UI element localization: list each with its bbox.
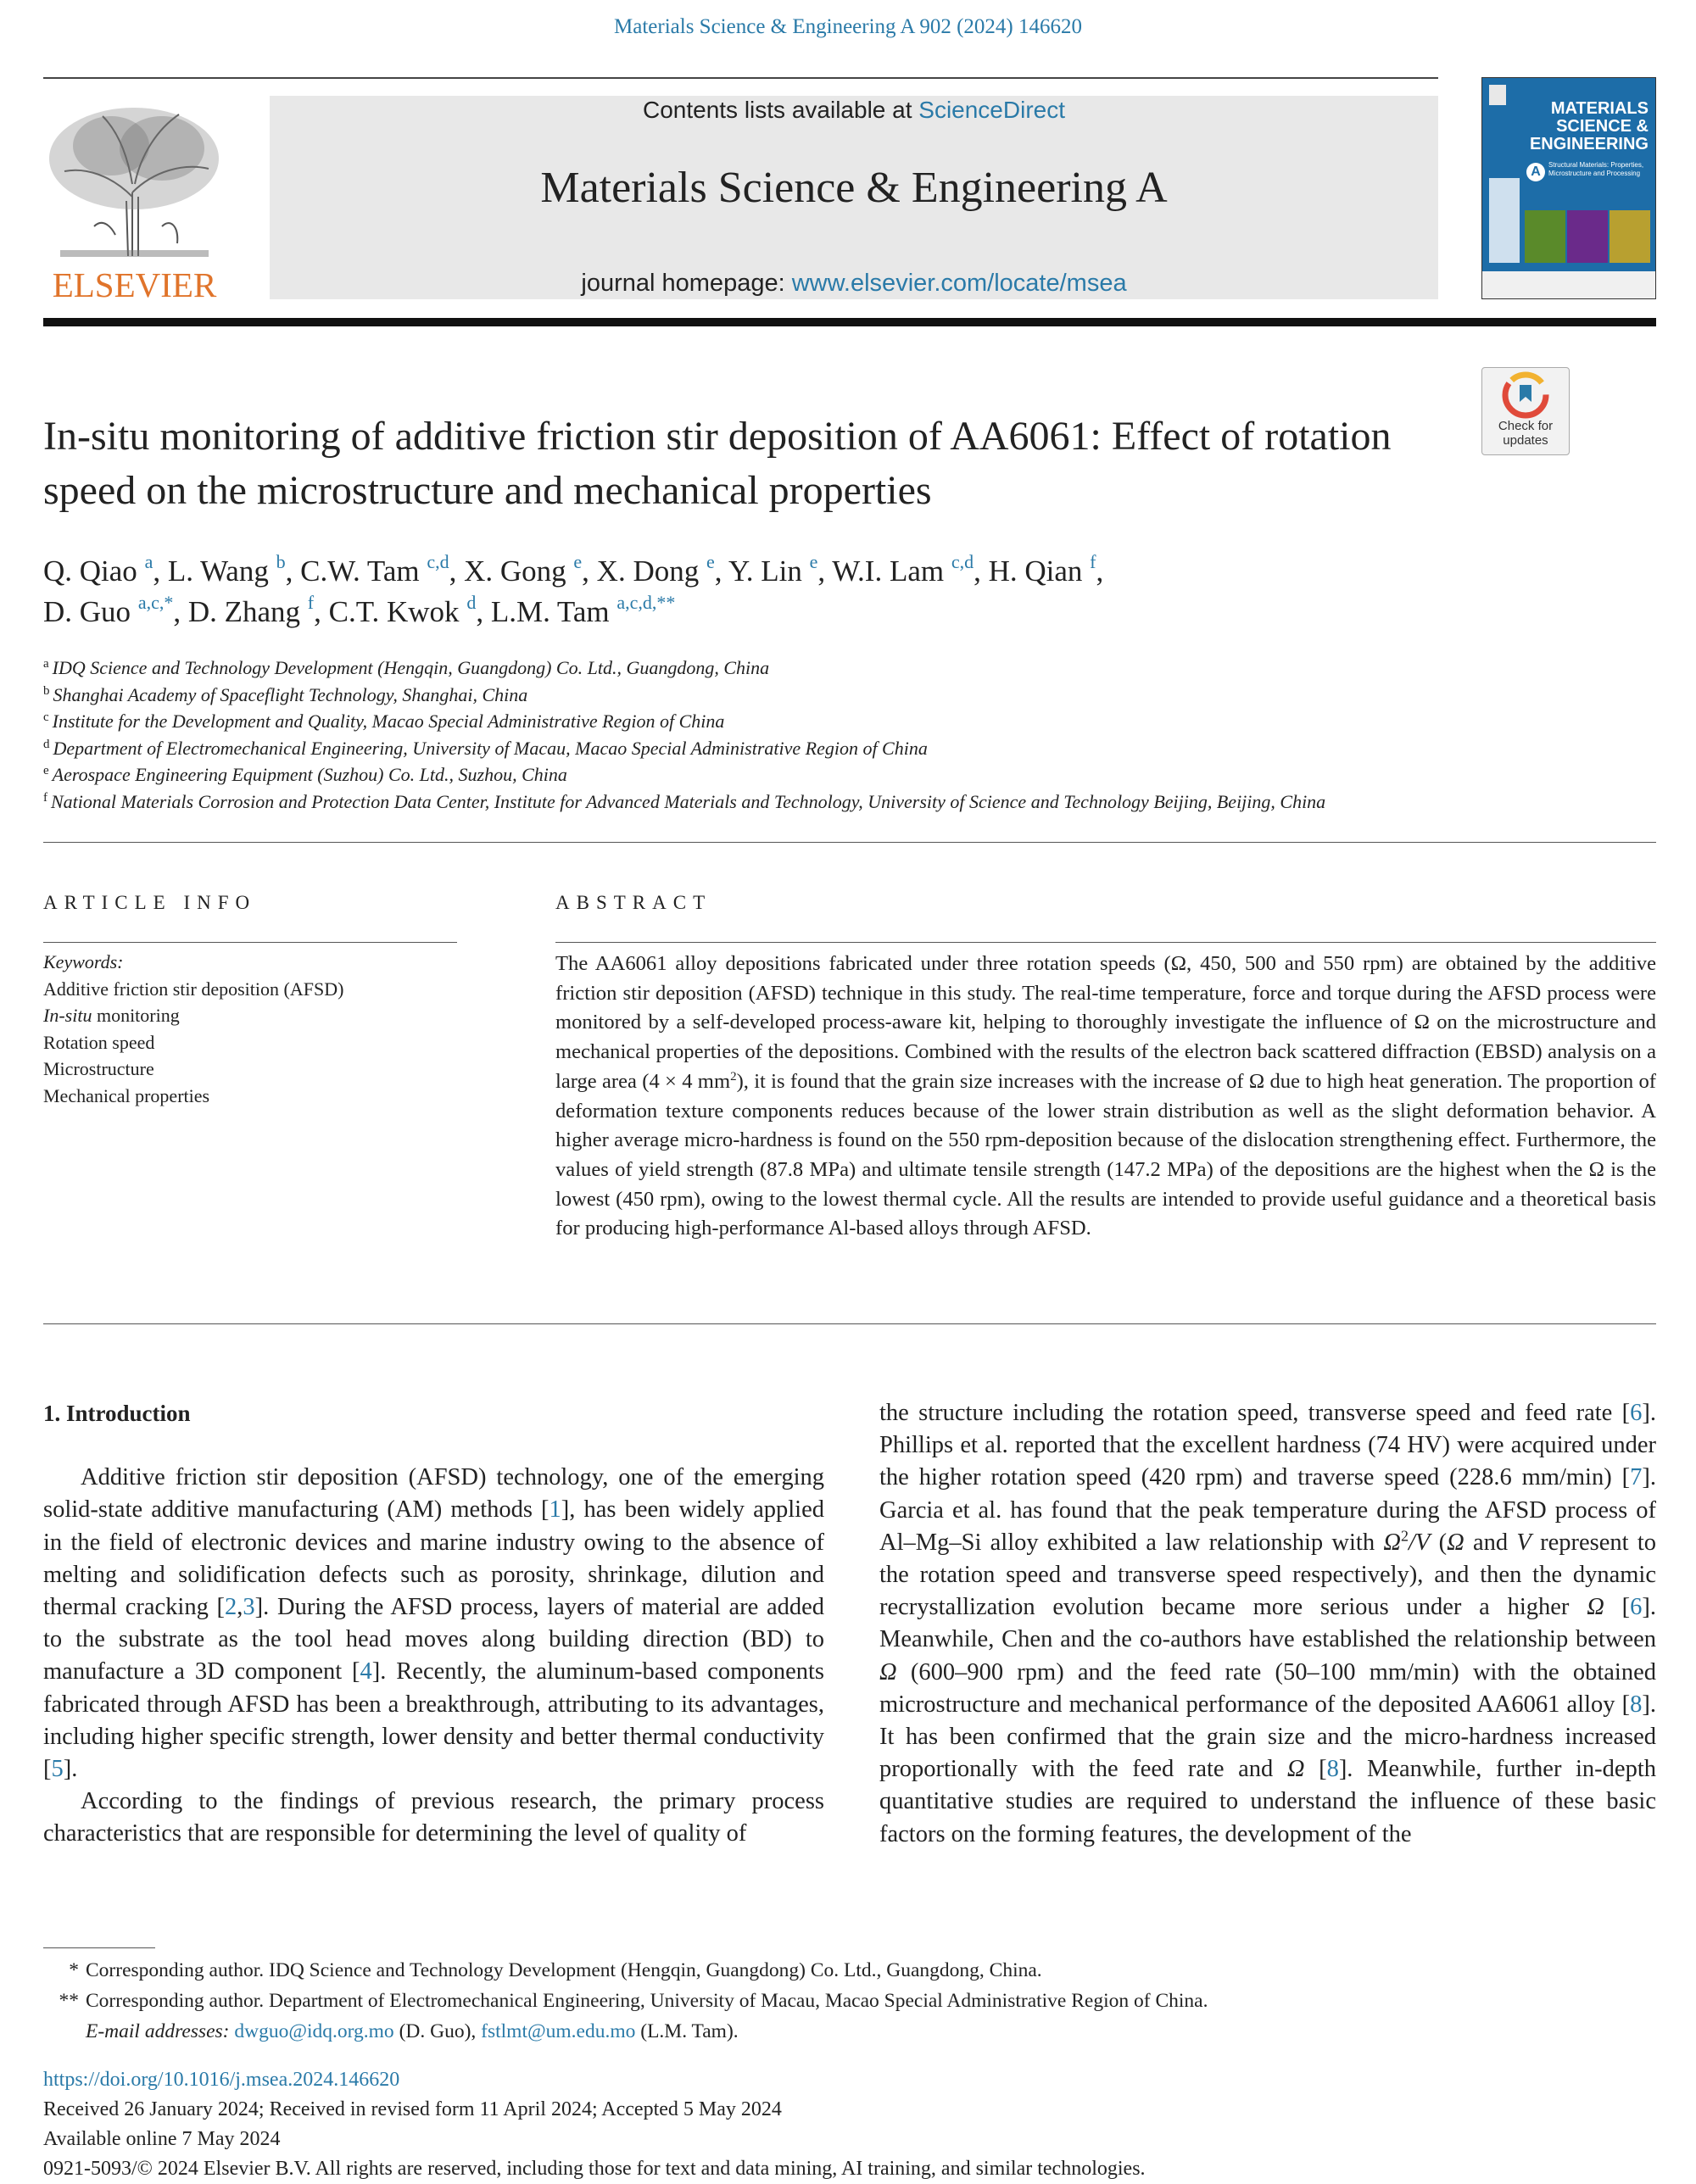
keyword-item: Additive friction stir deposition (AFSD): [43, 978, 344, 1000]
section-heading-introduction: 1. Introduction: [43, 1401, 191, 1426]
copyright-line: 0921-5093/© 2024 Elsevier B.V. All rights are reserved, including those for text and data mining, AI training, and similar technologies.: [43, 2158, 1146, 2180]
contents-available-line: [270, 97, 1438, 124]
author-affiliation-marker[interactable]: b: [276, 551, 286, 572]
article-info-heading: ARTICLE INFO: [43, 892, 257, 913]
footnotes: [43, 1955, 1656, 2047]
author-separator: ,: [314, 595, 329, 628]
footnote-emails: E-mail addresses: dwguo@idq.org.mo (D. Guo), fstlmt@um.edu.mo (L.M. Tam).: [86, 2020, 739, 2042]
author-affiliation-marker[interactable]: a,c,*: [137, 592, 174, 613]
received-dates: Received 26 January 2024; Received in revised form 11 April 2024; Accepted 5 May 2024: [43, 2098, 782, 2120]
author-affiliation-marker[interactable]: d: [466, 592, 477, 613]
keyword-italic-part: In-situ: [43, 1005, 92, 1026]
author-affiliation-marker[interactable]: e: [573, 551, 583, 572]
sciencedirect-link[interactable]: ScienceDirect: [918, 97, 1065, 123]
abstract-superscript: 2: [730, 1069, 737, 1084]
affiliation-item: [43, 655, 1612, 682]
keyword-rest: monitoring: [92, 1005, 180, 1026]
check-updates-icon: [1500, 370, 1551, 421]
author-affiliation-marker[interactable]: f: [307, 592, 315, 613]
author-name[interactable]: X. Dong: [596, 554, 700, 588]
author-affiliation-marker[interactable]: a: [144, 551, 153, 572]
check-updates-label: Check for updates: [1498, 419, 1554, 448]
affiliation-text: Shanghai Academy of Spaceflight Technology, Shanghai, China: [53, 683, 528, 705]
cover-subtitle: Structural Materials: Properties, Microstructure and Processing: [1548, 161, 1644, 177]
author-separator: ,: [173, 595, 188, 628]
author-name[interactable]: D. Guo: [43, 595, 131, 628]
author-separator: ,: [476, 595, 491, 628]
affiliation-item: [43, 735, 1612, 762]
author-name[interactable]: X. Gong: [464, 554, 566, 588]
author-separator: ,: [974, 554, 989, 588]
citation-link[interactable]: 5: [51, 1756, 64, 1783]
email-link-tam[interactable]: fstlmt@um.edu.mo: [481, 2020, 636, 2042]
cover-sidebar: [1489, 178, 1520, 263]
author-name[interactable]: Y. Lin: [728, 554, 802, 588]
affiliation-key: c: [43, 710, 49, 724]
cover-logo-mark: [1489, 85, 1506, 105]
article-info-rule: [43, 942, 457, 943]
publisher-wordmark: ELSEVIER: [52, 265, 217, 304]
affiliation-text: Department of Electromechanical Engineering, University of Macau, Macao Special Administrative Region of China: [53, 737, 928, 759]
contents-prefix: Contents lists available at: [642, 97, 919, 123]
homepage-prefix: journal homepage:: [581, 270, 792, 297]
author-separator: ,: [582, 554, 597, 588]
keyword-item: Rotation speed: [43, 1031, 155, 1053]
journal-homepage-link[interactable]: www.elsevier.com/locate/msea: [791, 270, 1127, 297]
email-link-guo[interactable]: dwguo@idq.org.mo: [234, 2020, 394, 2042]
intro-paragraph-1: Additive friction stir deposition (AFSD) technology, one of the emerging solid-state additive manufacturing (AM) methods [1], has been widely applied in the field of electronic devices and marine industry owing to the absence of melting and solidification defects such as porosity, shrinkage, dilution and thermal cracking [2,3]. During the AFSD process, layers of material are added to the substrate as the tool head moves along building direction (BD) to manufacture a 3D component [4]. Recently, the aluminum-based components fabricated through AFSD has been a breakthrough, attributing to its advantages, including higher specific strength, lower density and better thermal conductivity [5].: [43, 1464, 825, 1783]
author-list: [43, 551, 1612, 632]
keyword-item: [43, 1002, 457, 1029]
journal-cover-thumbnail[interactable]: [1481, 77, 1656, 299]
author-name[interactable]: Q. Qiao: [43, 554, 137, 588]
citation-link[interactable]: 8: [1630, 1691, 1643, 1718]
citation-link[interactable]: 3: [243, 1594, 255, 1621]
author-separator: ,: [1096, 554, 1104, 588]
journal-title: Materials Science & Engineering A: [540, 164, 1168, 212]
citation-link[interactable]: 4: [360, 1658, 372, 1685]
cover-letter-badge: A: [1526, 163, 1545, 181]
affiliation-list: [43, 655, 1612, 815]
keyword-item: Microstructure: [43, 1058, 154, 1079]
affiliation-text: Institute for the Development and Quality, Macao Special Administrative Region of China: [52, 710, 725, 732]
author-name[interactable]: W.I. Lam: [832, 554, 945, 588]
footnote-corresponding-1: * Corresponding author. IDQ Science and Technology Development (Hengqin, Guangdong) Co. Ltd., Guangdong, China.: [69, 1959, 1042, 1981]
footnote-rule: [43, 1947, 155, 1948]
abstract-rule: [555, 942, 1656, 943]
cover-footer: [1482, 271, 1656, 298]
citation-link[interactable]: 8: [1326, 1756, 1339, 1783]
cover-image-1: [1525, 210, 1565, 263]
intro-paragraph-2: According to the findings of previous research, the primary process characteristics that are responsible for determining the level of quality of: [43, 1788, 824, 1847]
journal-homepage-line: [270, 270, 1438, 298]
affiliation-text: Aerospace Engineering Equipment (Suzhou) Co. Ltd., Suzhou, China: [52, 764, 567, 785]
footnote-corresponding-2: ** Corresponding author. Department of Electromechanical Engineering, University of Macau, Macao Special Administrative Region of China.: [59, 1990, 1208, 2012]
abstract-part-1: The AA6061 alloy depositions fabricated under three rotation speeds (Ω, 450, 500 and 550 rpm) are obtained by the additive friction stir deposition (AFSD) technique in this study. The real-time temperature, force and torque during the AFSD process were monitored by a self-developed process-aware kit, helping to thoroughly investigate the influence of Ω on the microstructure and mechanical properties of the depositions. Combined with the results of the electron back scattered diffraction (EBSD) analysis on a large area (4 × 4 mm: [555, 952, 1656, 1093]
section-divider: [43, 1323, 1656, 1324]
article-title: In-situ monitoring of additive friction stir deposition of AA6061: Effect of rotation speed on the microstructure and mechanical properties: [43, 414, 1392, 513]
citation-link[interactable]: 7: [1630, 1464, 1643, 1491]
affiliation-item: [43, 788, 1612, 816]
affiliation-key: f: [43, 790, 47, 805]
check-for-updates-badge[interactable]: [1481, 367, 1570, 455]
citation-link[interactable]: 6: [1630, 1594, 1643, 1621]
affiliation-item: [43, 761, 1612, 788]
body-column-left: [43, 1397, 824, 1851]
citation-link[interactable]: 6: [1630, 1400, 1643, 1426]
author-affiliation-marker[interactable]: c,d: [427, 551, 449, 572]
author-affiliation-marker[interactable]: e: [706, 551, 715, 572]
author-separator: ,: [449, 554, 465, 588]
author-name[interactable]: H. Qian: [988, 554, 1083, 588]
body-column-right: [879, 1397, 1656, 1851]
intro-paragraph-2-continued: the structure including the rotation speed, transverse speed and feed rate [6]. Phillips et al. reported that the excellent hardness (74 HV) were acquired under the higher rotation speed (420 rpm) and traverse speed (228.6 mm/min) [7]. Garcia et al. has found that the peak temperature during the AFSD process of Al–Mg–Si alloy exhibited a law relationship with $\Omega^2/V$ (Ω and V represent to the rotation speed and transverse speed respectively), and then the dynamic recrystallization evolution became more serious under a higher Ω [6]. Meanwhile, Chen and the co-authors have established the relationship between Ω (600–900 rpm) and the feed rate (50–100 mm/min) with the obtained microstructure and mechanical performance of the deposited AA6061 alloy [8]. It has been confirmed that the grain size and the micro-hardness increased proportionally with the feed rate and Ω [8]. Meanwhile, further in-depth quantitative studies are required to understand the influence of these basic factors on the forming features, the development of the: [879, 1400, 1657, 1847]
author-separator: ,: [817, 554, 833, 588]
keyword-item: Mechanical properties: [43, 1084, 210, 1106]
cover-title: MATERIALS SCIENCE & ENGINEERING: [1529, 99, 1649, 153]
doi-link[interactable]: https://doi.org/10.1016/j.msea.2024.146620: [43, 2069, 400, 2091]
keywords-block: [43, 949, 457, 1109]
header-rule: [43, 77, 1438, 79]
author-separator: ,: [285, 554, 301, 588]
affiliation-key: e: [43, 764, 49, 777]
author-affiliation-marker[interactable]: f: [1090, 551, 1096, 572]
affiliation-item: [43, 708, 1612, 735]
affiliation-text: IDQ Science and Technology Development (Hengqin, Guangdong) Co. Ltd., Guangdong, China: [52, 657, 770, 678]
abstract-heading: ABSTRACT: [555, 892, 712, 913]
author-affiliation-marker[interactable]: a,c,d,**: [616, 592, 676, 613]
section-divider: [43, 842, 1656, 843]
cover-image-3: [1610, 210, 1650, 263]
author-name[interactable]: D. Zhang: [187, 595, 301, 628]
header-thick-rule: [43, 318, 1656, 326]
article-metadata: [43, 2065, 1656, 2184]
affiliation-item: [43, 682, 1612, 709]
affiliation-key: b: [43, 683, 50, 698]
keywords-label: Keywords:: [43, 951, 124, 972]
citation-link[interactable]: 2: [225, 1594, 237, 1621]
author-name[interactable]: C.T. Kwok: [328, 595, 460, 628]
affiliation-text: National Materials Corrosion and Protection Data Center, Institute for Advanced Materials and Technology, University of Science and Technology Beijing, Beijing, China: [51, 790, 1326, 812]
author-affiliation-marker[interactable]: c,d: [951, 551, 974, 572]
author-name[interactable]: L.M. Tam: [490, 595, 610, 628]
journal-citation[interactable]: Materials Science & Engineering A 902 (2024) 146620: [614, 15, 1082, 38]
citation-link[interactable]: 1: [549, 1496, 561, 1524]
affiliation-key: a: [43, 657, 49, 671]
abstract-part-2: ), it is found that the grain size increases with the increase of Ω due to high heat generation. The proportion of deformation texture components reduces because of the lower strain distribution as well as the slight deformation behavior. A higher average micro-hardness is found on the 550 rpm-deposition because of the dislocation strengthening effect. Furthermore, the values of yield strength (87.8 MPa) and ultimate tensile strength (147.2 MPa) of the depositions are the highest when the Ω is the lowest (450 rpm), owing to the lowest thermal cycle. All the results are intended to provide useful guidance and a theoretical basis for producing high-performance Al-based alloys through AFSD.: [555, 1069, 1656, 1240]
available-online: Available online 7 May 2024: [43, 2128, 281, 2150]
abstract-text: [555, 950, 1656, 1244]
affiliation-key: d: [43, 737, 50, 751]
author-separator: ,: [153, 554, 168, 588]
author-name[interactable]: L. Wang: [167, 554, 269, 588]
author-separator: ,: [714, 554, 728, 588]
author-affiliation-marker[interactable]: e: [809, 551, 818, 572]
cover-image-2: [1567, 210, 1608, 263]
author-name[interactable]: C.W. Tam: [300, 554, 420, 588]
